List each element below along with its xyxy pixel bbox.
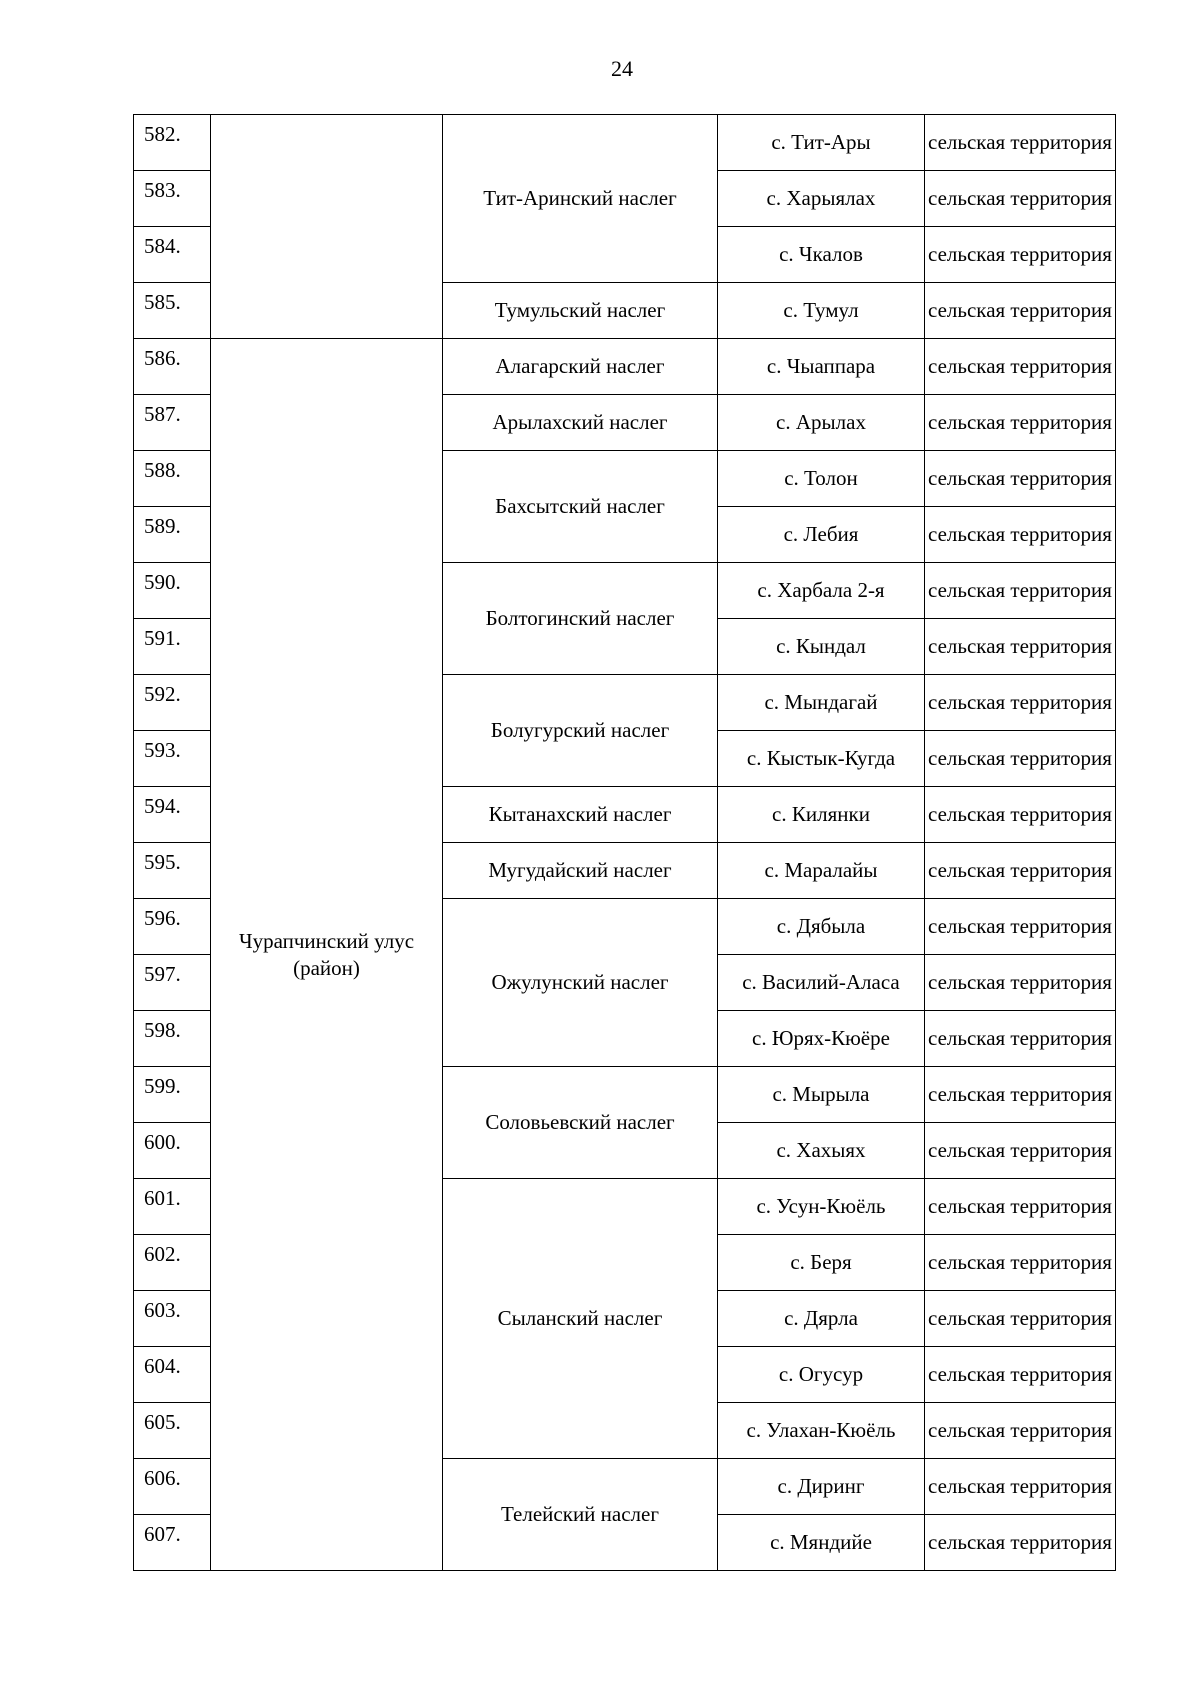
row-number: 592. <box>134 675 211 731</box>
settlement-cell: с. Дябыла <box>718 899 925 955</box>
settlement-cell: с. Харыялах <box>718 171 925 227</box>
settlement-cell: с. Диринг <box>718 1459 925 1515</box>
settlement-cell: с. Беря <box>718 1235 925 1291</box>
settlement-cell: с. Дярла <box>718 1291 925 1347</box>
district-cell <box>211 115 443 339</box>
settlement-cell: с. Тумул <box>718 283 925 339</box>
nasleg-cell: Тумульский наслег <box>443 283 718 339</box>
nasleg-cell: Арылахский наслег <box>443 395 718 451</box>
table-body <box>134 115 1116 1571</box>
row-number: 596. <box>134 899 211 955</box>
row-number: 599. <box>134 1067 211 1123</box>
nasleg-cell: Ожулунский наслег <box>443 899 718 1067</box>
row-number: 591. <box>134 619 211 675</box>
territory-type-cell: сельская территория <box>925 1291 1116 1347</box>
settlement-cell: с. Усун-Кюёль <box>718 1179 925 1235</box>
settlement-cell: с. Арылах <box>718 395 925 451</box>
territory-type-cell: сельская территория <box>925 843 1116 899</box>
row-number: 602. <box>134 1235 211 1291</box>
row-number: 606. <box>134 1459 211 1515</box>
territory-type-cell: сельская территория <box>925 1403 1116 1459</box>
territory-type-cell: сельская территория <box>925 339 1116 395</box>
territory-type-cell: сельская территория <box>925 1067 1116 1123</box>
settlement-cell: с. Лебия <box>718 507 925 563</box>
territory-type-cell: сельская территория <box>925 1347 1116 1403</box>
row-number: 583. <box>134 171 211 227</box>
row-number: 587. <box>134 395 211 451</box>
row-number: 582. <box>134 115 211 171</box>
territory-type-cell: сельская территория <box>925 507 1116 563</box>
settlement-cell: с. Маралайы <box>718 843 925 899</box>
settlement-cell: с. Василий-Аласа <box>718 955 925 1011</box>
settlement-cell: с. Харбала 2-я <box>718 563 925 619</box>
nasleg-cell: Сыланский наслег <box>443 1179 718 1459</box>
settlement-cell: с. Чыаппара <box>718 339 925 395</box>
nasleg-cell: Болугурский наслег <box>443 675 718 787</box>
nasleg-cell: Бахсытский наслег <box>443 451 718 563</box>
territory-type-cell: сельская территория <box>925 1011 1116 1067</box>
nasleg-cell: Телейский наслег <box>443 1459 718 1571</box>
territory-type-cell: сельская территория <box>925 731 1116 787</box>
territory-type-cell: сельская территория <box>925 451 1116 507</box>
nasleg-cell: Алагарский наслег <box>443 339 718 395</box>
territory-type-cell: сельская территория <box>925 395 1116 451</box>
territory-type-cell: сельская территория <box>925 171 1116 227</box>
row-number: 607. <box>134 1515 211 1571</box>
row-number: 595. <box>134 843 211 899</box>
row-number: 597. <box>134 955 211 1011</box>
territory-type-cell: сельская территория <box>925 955 1116 1011</box>
row-number: 589. <box>134 507 211 563</box>
settlements-table <box>133 114 1116 1571</box>
nasleg-cell: Болтогинский наслег <box>443 563 718 675</box>
row-number: 593. <box>134 731 211 787</box>
territory-type-cell: сельская территория <box>925 1179 1116 1235</box>
settlement-cell: с. Чкалов <box>718 227 925 283</box>
territory-type-cell: сельская территория <box>925 1235 1116 1291</box>
territory-type-cell: сельская территория <box>925 1459 1116 1515</box>
territory-type-cell: сельская территория <box>925 787 1116 843</box>
row-number: 603. <box>134 1291 211 1347</box>
row-number: 594. <box>134 787 211 843</box>
settlement-cell: с. Юрях-Кюёре <box>718 1011 925 1067</box>
row-number: 585. <box>134 283 211 339</box>
territory-type-cell: сельская территория <box>925 115 1116 171</box>
territory-type-cell: сельская территория <box>925 675 1116 731</box>
table-row <box>134 115 1116 171</box>
settlement-cell: с. Кыстык-Кугда <box>718 731 925 787</box>
district-cell: Чурапчинский улус (район) <box>211 339 443 1571</box>
settlement-cell: с. Улахан-Кюёль <box>718 1403 925 1459</box>
settlement-cell: с. Огусур <box>718 1347 925 1403</box>
settlement-cell: с. Мындагай <box>718 675 925 731</box>
territory-type-cell: сельская территория <box>925 283 1116 339</box>
row-number: 598. <box>134 1011 211 1067</box>
row-number: 604. <box>134 1347 211 1403</box>
table-row <box>134 339 1116 395</box>
row-number: 601. <box>134 1179 211 1235</box>
row-number: 605. <box>134 1403 211 1459</box>
settlement-cell: с. Мырыла <box>718 1067 925 1123</box>
nasleg-cell: Соловьевский наслег <box>443 1067 718 1179</box>
territory-type-cell: сельская территория <box>925 1123 1116 1179</box>
settlement-cell: с. Тит-Ары <box>718 115 925 171</box>
territory-type-cell: сельская территория <box>925 1515 1116 1571</box>
territory-type-cell: сельская территория <box>925 563 1116 619</box>
row-number: 588. <box>134 451 211 507</box>
settlement-cell: с. Мяндийе <box>718 1515 925 1571</box>
territory-type-cell: сельская территория <box>925 899 1116 955</box>
page-number: 24 <box>611 56 633 81</box>
territory-type-cell: сельская территория <box>925 227 1116 283</box>
row-number: 586. <box>134 339 211 395</box>
settlement-cell: с. Кындал <box>718 619 925 675</box>
nasleg-cell: Тит-Аринский наслег <box>443 115 718 283</box>
settlement-cell: с. Килянки <box>718 787 925 843</box>
settlement-cell: с. Хахыях <box>718 1123 925 1179</box>
nasleg-cell: Мугудайский наслег <box>443 843 718 899</box>
row-number: 584. <box>134 227 211 283</box>
row-number: 600. <box>134 1123 211 1179</box>
settlement-cell: с. Толон <box>718 451 925 507</box>
nasleg-cell: Кытанахский наслег <box>443 787 718 843</box>
territory-type-cell: сельская территория <box>925 619 1116 675</box>
row-number: 590. <box>134 563 211 619</box>
